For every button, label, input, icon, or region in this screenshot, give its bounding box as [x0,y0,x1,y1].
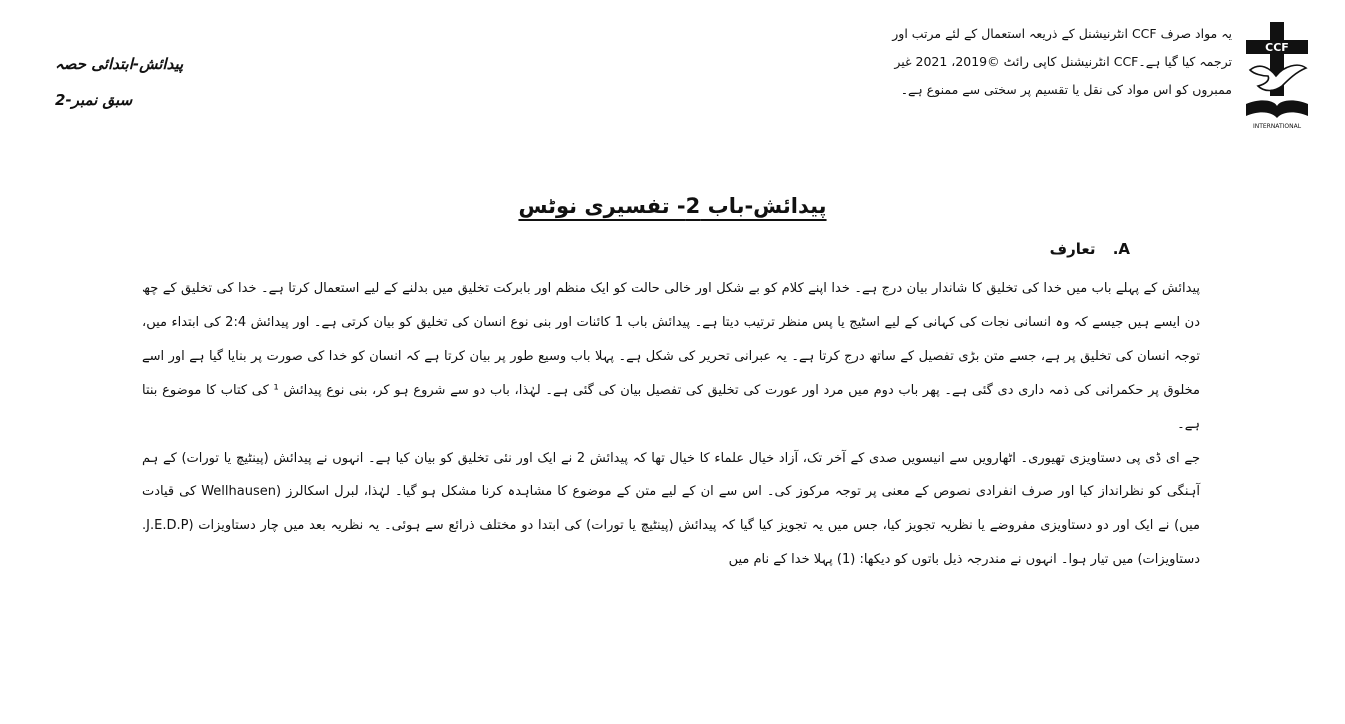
section-heading [1050,240,1130,258]
section-letter: A. [1112,240,1130,258]
notice-line: ممبروں کو اس مواد کی نقل یا تقسیم پر سختی سے ممنوع ہے۔ [900,82,1232,97]
notice-line: ترجمہ کیا گیا ہے۔CCF انٹرنیشنل کاپی رائٹ ©2019، 2021 غیر [894,54,1232,69]
paragraph: پیدائش کے پہلے باب میں خدا کی تخلیق کا شاندار بیان درج ہے۔ خدا اپنے کلام کو بے شکل اور خالی حالت کو ایک منظم اور بابرکت تخلیق میں بدلنے کے لیے استعمال کرتا ہے۔ خدا کی تخلیق کے چھ دن ایسے ہیں جیسے کہ وہ انسانی نجات کی کہانی کے لیے اسٹیج یا پس منظر ترتیب دیتا ہے۔ پیدائش باب 1 کائنات اور بنی نوع انسان کی تخلیق کو بیان کرتی ہے۔ اور پیدائش 2:4 کی ابتداء میں، توجہ انسان کی تخلیق پر ہے، جسے متن بڑی تفصیل کے ساتھ درج کرتا ہے۔ یہ عبرانی تحریر کی شکل ہے۔ پہلا باب وسیع طور پر بیان کرتا ہے کہ انسان کو خدا کی صورت پر بنایا گیا ہے اور اسے مخلوق پر حکمرانی کی ذمہ داری دی گئی ہے۔ پھر باب دوم میں مرد اور عورت کی تخلیق کی تفصیل بیان کی گئی ہے۔ لہٰذا، باب دو سے شروع ہو کر، بنی نوع پیدائش ¹ کی کتاب کا موضوع بنتا ہے۔ [142,281,1201,432]
copyright-notice [712,20,1232,104]
logo-text: CCF [1265,41,1289,54]
notice-line: یہ مواد صرف CCF انٹرنیشنل کے ذریعہ استعمال کے لئے مرتب اور [892,26,1232,41]
logo-subtext: INTERNATIONAL [1252,123,1302,130]
course-info [55,46,225,118]
course-title: پیدائش-ابتدائی حصہ [55,55,184,73]
paragraph: جے ای ڈی پی دستاویزی تھیوری۔ اٹھارویں سے انیسویں صدی کے آخر تک، آزاد خیال علماء کا خیال تھا کہ پیدائش 2 نے ایک اور نئی تخلیق کو بیان کیا ہے۔ انہوں نے پیدائش (پینٹیچ یا تورات) کے ہم آہنگی کو نظرانداز کیا اور صرف انفرادی نصوص کے معنی پر توجہ مرکوز کی۔ اس سے ان کے لیے متن کے موضوع کا مشاہدہ کرنا مشکل ہو گیا۔ لہٰذا، لبرل اسکالرز (Wellhausen کی قیادت میں) نے ایک اور دو دستاویزی مفروضے یا نظریہ تجویز کیا، جس میں یہ تجویز کیا گیا کہ پیدائش (پینٹیچ یا تورات) کی ابتدا دو مختلف ذرائع سے ہوئی۔ یہ نظریہ بعد میں چار دستاویزات (J.E.D.P. دستاویزات) میں تیار ہوا۔ انہوں نے مندرجہ ذیل باتوں کو دیکھا: (1) پہلا خدا کے نام میں [142,450,1200,568]
page-title: پیدائش-باب 2- تفسیری نوٹس [518,194,827,218]
ccf-logo-icon [1240,20,1340,146]
body-text [142,272,1200,577]
lesson-number: سبق نمبر-2 [55,91,133,109]
section-title: تعارف [1049,240,1096,258]
